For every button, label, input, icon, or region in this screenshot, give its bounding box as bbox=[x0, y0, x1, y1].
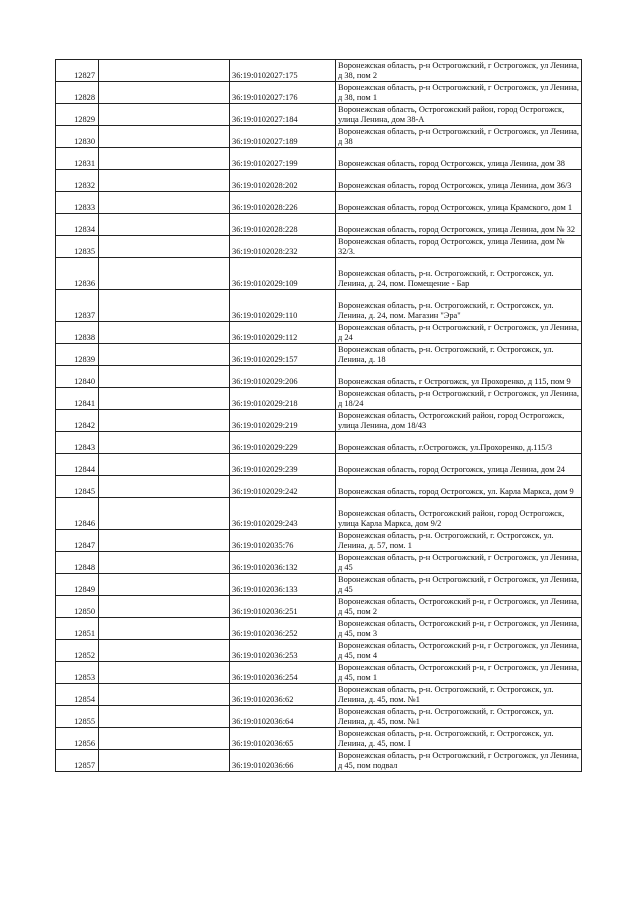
address-cell: Воронежская область, г Острогожск, ул Прохоренко, д 115, пом 9 bbox=[336, 366, 582, 388]
cadastral-number-cell: 36:19:0102029:112 bbox=[230, 322, 336, 344]
row-number-cell: 12834 bbox=[56, 214, 99, 236]
cadastral-number-cell: 36:19:0102029:229 bbox=[230, 432, 336, 454]
address-cell: Воронежская область, Острогожский район, город Острогожск, улица Ленина, дом 18/43 bbox=[336, 410, 582, 432]
row-number-cell: 12853 bbox=[56, 662, 99, 684]
empty-cell bbox=[99, 706, 230, 728]
table-row bbox=[56, 552, 582, 574]
empty-cell bbox=[99, 728, 230, 750]
address-cell: Воронежская область, город Острогожск, ул. Карла Маркса, дом 9 bbox=[336, 476, 582, 498]
empty-cell bbox=[99, 344, 230, 366]
row-number-cell: 12835 bbox=[56, 236, 99, 258]
address-cell: Воронежская область, город Острогожск, улица Ленина, дом 36/3 bbox=[336, 170, 582, 192]
cadastral-number-cell: 36:19:0102036:253 bbox=[230, 640, 336, 662]
row-number-cell: 12848 bbox=[56, 552, 99, 574]
address-cell: Воронежская область, город Острогожск, улица Ленина, дом № 32/3. bbox=[336, 236, 582, 258]
row-number-cell: 12856 bbox=[56, 728, 99, 750]
row-number-cell: 12836 bbox=[56, 258, 99, 290]
empty-cell bbox=[99, 530, 230, 552]
cadastral-number-cell: 36:19:0102036:132 bbox=[230, 552, 336, 574]
cadastral-number-cell: 36:19:0102029:242 bbox=[230, 476, 336, 498]
cadastral-number-cell: 36:19:0102036:62 bbox=[230, 684, 336, 706]
address-cell: Воронежская область, р-н Острогожский, г Острогожск, ул Ленина, д 38, пом 2 bbox=[336, 60, 582, 82]
document-page bbox=[55, 59, 582, 772]
empty-cell bbox=[99, 596, 230, 618]
address-cell: Воронежская область, город Острогожск, улица Ленина, дом 38 bbox=[336, 148, 582, 170]
table-row bbox=[56, 236, 582, 258]
address-cell: Воронежская область, р-н. Острогожский, г. Острогожск, ул. Ленина, д. 45, пом. №1 bbox=[336, 706, 582, 728]
empty-cell bbox=[99, 322, 230, 344]
empty-cell bbox=[99, 476, 230, 498]
empty-cell bbox=[99, 662, 230, 684]
table-row bbox=[56, 170, 582, 192]
row-number-cell: 12841 bbox=[56, 388, 99, 410]
property-table bbox=[55, 59, 582, 772]
address-cell: Воронежская область, город Острогожск, улица Ленина, дом 24 bbox=[336, 454, 582, 476]
row-number-cell: 12847 bbox=[56, 530, 99, 552]
table-row bbox=[56, 530, 582, 552]
row-number-cell: 12850 bbox=[56, 596, 99, 618]
row-number-cell: 12844 bbox=[56, 454, 99, 476]
empty-cell bbox=[99, 82, 230, 104]
row-number-cell: 12857 bbox=[56, 750, 99, 772]
empty-cell bbox=[99, 258, 230, 290]
empty-cell bbox=[99, 410, 230, 432]
cadastral-number-cell: 36:19:0102035:76 bbox=[230, 530, 336, 552]
row-number-cell: 12831 bbox=[56, 148, 99, 170]
row-number-cell: 12838 bbox=[56, 322, 99, 344]
address-cell: Воронежская область, р-н Острогожский, г Острогожск, ул Ленина, д 24 bbox=[336, 322, 582, 344]
row-number-cell: 12843 bbox=[56, 432, 99, 454]
cadastral-number-cell: 36:19:0102029:110 bbox=[230, 290, 336, 322]
table-row bbox=[56, 618, 582, 640]
cadastral-number-cell: 36:19:0102028:202 bbox=[230, 170, 336, 192]
empty-cell bbox=[99, 388, 230, 410]
table-row bbox=[56, 476, 582, 498]
empty-cell bbox=[99, 432, 230, 454]
empty-cell bbox=[99, 498, 230, 530]
cadastral-number-cell: 36:19:0102036:254 bbox=[230, 662, 336, 684]
row-number-cell: 12827 bbox=[56, 60, 99, 82]
table-row bbox=[56, 126, 582, 148]
cadastral-number-cell: 36:19:0102036:66 bbox=[230, 750, 336, 772]
address-cell: Воронежская область, р-н Острогожский, г Острогожск, ул Ленина, д 45 bbox=[336, 552, 582, 574]
table-body bbox=[56, 60, 582, 772]
address-cell: Воронежская область, город Острогожск, улица Крамского, дом 1 bbox=[336, 192, 582, 214]
empty-cell bbox=[99, 236, 230, 258]
cadastral-number-cell: 36:19:0102027:175 bbox=[230, 60, 336, 82]
address-cell: Воронежская область, р-н. Острогожский, г. Острогожск, ул. Ленина, д. 24, пом. Магазин "Эра" bbox=[336, 290, 582, 322]
table-row bbox=[56, 432, 582, 454]
cadastral-number-cell: 36:19:0102029:243 bbox=[230, 498, 336, 530]
row-number-cell: 12851 bbox=[56, 618, 99, 640]
cadastral-number-cell: 36:19:0102028:232 bbox=[230, 236, 336, 258]
table-row bbox=[56, 728, 582, 750]
cadastral-number-cell: 36:19:0102036:251 bbox=[230, 596, 336, 618]
row-number-cell: 12845 bbox=[56, 476, 99, 498]
row-number-cell: 12852 bbox=[56, 640, 99, 662]
table-row bbox=[56, 410, 582, 432]
address-cell: Воронежская область, р-н. Острогожский, г. Острогожск, ул. Ленина, д. 18 bbox=[336, 344, 582, 366]
table-row bbox=[56, 684, 582, 706]
cadastral-number-cell: 36:19:0102029:206 bbox=[230, 366, 336, 388]
row-number-cell: 12842 bbox=[56, 410, 99, 432]
empty-cell bbox=[99, 684, 230, 706]
address-cell: Воронежская область, р-н. Острогожский, г. Острогожск, ул. Ленина, д. 45, пом. I bbox=[336, 728, 582, 750]
table-row bbox=[56, 388, 582, 410]
row-number-cell: 12839 bbox=[56, 344, 99, 366]
row-number-cell: 12855 bbox=[56, 706, 99, 728]
row-number-cell: 12828 bbox=[56, 82, 99, 104]
address-cell: Воронежская область, р-н Острогожский, г Острогожск, ул Ленина, д 18/24 bbox=[336, 388, 582, 410]
address-cell: Воронежская область, р-н Острогожский, г Острогожск, ул Ленина, д 38 bbox=[336, 126, 582, 148]
address-cell: Воронежская область, р-н. Острогожский, г. Острогожск, ул. Ленина, д. 45, пом. №1 bbox=[336, 684, 582, 706]
row-number-cell: 12854 bbox=[56, 684, 99, 706]
table-row bbox=[56, 82, 582, 104]
table-row bbox=[56, 662, 582, 684]
cadastral-number-cell: 36:19:0102027:199 bbox=[230, 148, 336, 170]
table-row bbox=[56, 706, 582, 728]
table-row bbox=[56, 60, 582, 82]
empty-cell bbox=[99, 170, 230, 192]
cadastral-number-cell: 36:19:0102036:64 bbox=[230, 706, 336, 728]
empty-cell bbox=[99, 366, 230, 388]
cadastral-number-cell: 36:19:0102036:65 bbox=[230, 728, 336, 750]
table-row bbox=[56, 344, 582, 366]
empty-cell bbox=[99, 618, 230, 640]
table-row bbox=[56, 258, 582, 290]
row-number-cell: 12849 bbox=[56, 574, 99, 596]
address-cell: Воронежская область, р-н Острогожский, г Острогожск, ул Ленина, д 45, пом подвал bbox=[336, 750, 582, 772]
row-number-cell: 12840 bbox=[56, 366, 99, 388]
table-row bbox=[56, 750, 582, 772]
address-cell: Воронежская область, Острогожский р-н, г Острогожск, ул Ленина, д 45, пом 3 bbox=[336, 618, 582, 640]
cadastral-number-cell: 36:19:0102036:133 bbox=[230, 574, 336, 596]
empty-cell bbox=[99, 126, 230, 148]
empty-cell bbox=[99, 574, 230, 596]
empty-cell bbox=[99, 750, 230, 772]
row-number-cell: 12837 bbox=[56, 290, 99, 322]
cadastral-number-cell: 36:19:0102029:109 bbox=[230, 258, 336, 290]
address-cell: Воронежская область, г.Острогожск, ул.Прохоренко, д.115/3 bbox=[336, 432, 582, 454]
table-row bbox=[56, 640, 582, 662]
table-row bbox=[56, 498, 582, 530]
cadastral-number-cell: 36:19:0102029:218 bbox=[230, 388, 336, 410]
table-row bbox=[56, 214, 582, 236]
table-row bbox=[56, 148, 582, 170]
cadastral-number-cell: 36:19:0102028:226 bbox=[230, 192, 336, 214]
address-cell: Воронежская область, город Острогожск, улица Ленина, дом № 32 bbox=[336, 214, 582, 236]
empty-cell bbox=[99, 454, 230, 476]
table-row bbox=[56, 290, 582, 322]
empty-cell bbox=[99, 148, 230, 170]
cadastral-number-cell: 36:19:0102027:189 bbox=[230, 126, 336, 148]
cadastral-number-cell: 36:19:0102029:239 bbox=[230, 454, 336, 476]
empty-cell bbox=[99, 552, 230, 574]
address-cell: Воронежская область, Острогожский район, город Острогожск, улица Карла Маркса, дом 9/2 bbox=[336, 498, 582, 530]
table-row bbox=[56, 574, 582, 596]
cadastral-number-cell: 36:19:0102028:228 bbox=[230, 214, 336, 236]
row-number-cell: 12832 bbox=[56, 170, 99, 192]
cadastral-number-cell: 36:19:0102029:157 bbox=[230, 344, 336, 366]
cadastral-number-cell: 36:19:0102029:219 bbox=[230, 410, 336, 432]
cadastral-number-cell: 36:19:0102036:252 bbox=[230, 618, 336, 640]
table-row bbox=[56, 454, 582, 476]
address-cell: Воронежская область, Острогожский р-н, г Острогожск, ул Ленина, д 45, пом 1 bbox=[336, 662, 582, 684]
row-number-cell: 12833 bbox=[56, 192, 99, 214]
address-cell: Воронежская область, р-н Острогожский, г Острогожск, ул Ленина, д 45 bbox=[336, 574, 582, 596]
address-cell: Воронежская область, р-н. Острогожский, г. Острогожск, ул. Ленина, д. 57, пом. 1 bbox=[336, 530, 582, 552]
table-row bbox=[56, 192, 582, 214]
address-cell: Воронежская область, р-н. Острогожский, г. Острогожск, ул. Ленина, д. 24, пом. Помещение - Бар bbox=[336, 258, 582, 290]
table-row bbox=[56, 104, 582, 126]
table-row bbox=[56, 366, 582, 388]
address-cell: Воронежская область, Острогожский р-н, г Острогожск, ул Ленина, д 45, пом 2 bbox=[336, 596, 582, 618]
empty-cell bbox=[99, 290, 230, 322]
address-cell: Воронежская область, Острогожский район, город Острогожск, улица Ленина, дом 38-А bbox=[336, 104, 582, 126]
row-number-cell: 12830 bbox=[56, 126, 99, 148]
address-cell: Воронежская область, Острогожский р-н, г Острогожск, ул Ленина, д 45, пом 4 bbox=[336, 640, 582, 662]
empty-cell bbox=[99, 60, 230, 82]
table-row bbox=[56, 322, 582, 344]
row-number-cell: 12846 bbox=[56, 498, 99, 530]
row-number-cell: 12829 bbox=[56, 104, 99, 126]
cadastral-number-cell: 36:19:0102027:176 bbox=[230, 82, 336, 104]
empty-cell bbox=[99, 214, 230, 236]
empty-cell bbox=[99, 640, 230, 662]
cadastral-number-cell: 36:19:0102027:184 bbox=[230, 104, 336, 126]
table-row bbox=[56, 596, 582, 618]
empty-cell bbox=[99, 104, 230, 126]
empty-cell bbox=[99, 192, 230, 214]
address-cell: Воронежская область, р-н Острогожский, г Острогожск, ул Ленина, д 38, пом 1 bbox=[336, 82, 582, 104]
